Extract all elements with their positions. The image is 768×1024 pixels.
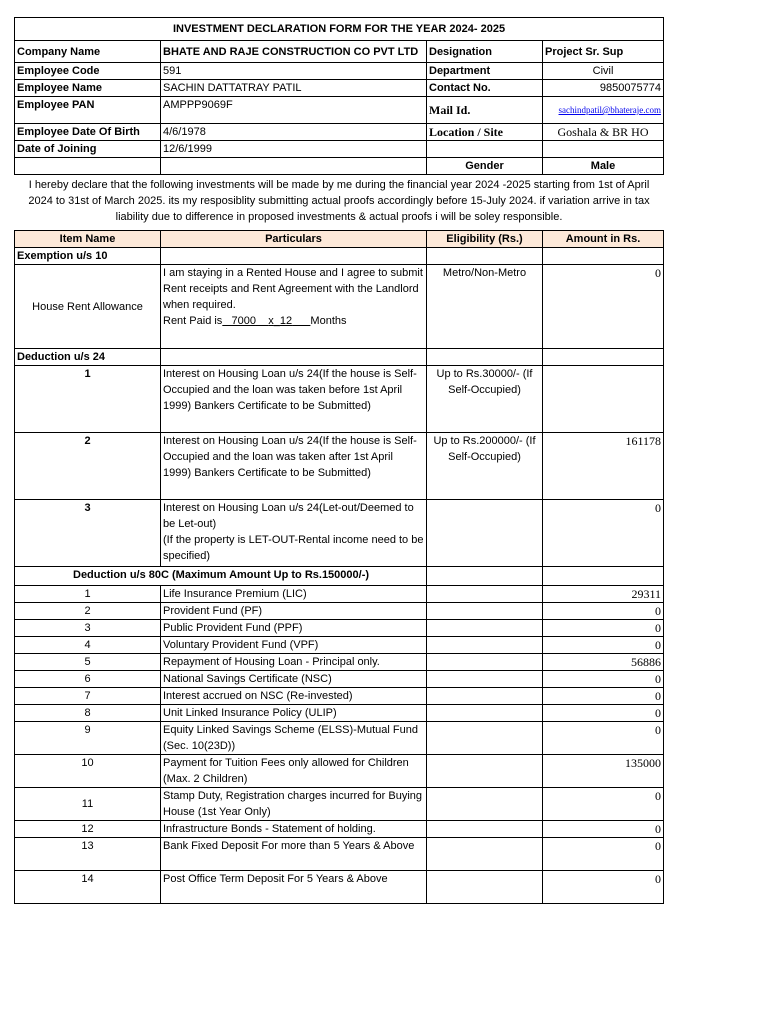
row-particulars: Post Office Term Deposit For 5 Years & Above [161, 871, 427, 904]
row-eligibility [427, 671, 543, 688]
form-title: INVESTMENT DECLARATION FORM FOR THE YEAR 2024- 2025 [15, 18, 664, 41]
row-amount[interactable]: 0 [543, 838, 664, 871]
row-particulars: Interest on Housing Loan u/s 24(If the house is Self-Occupied and the loan was taken after 1st April 1999) Bankers Certificate to be Submitted) [161, 433, 427, 500]
row-particulars: Voluntary Provident Fund (VPF) [161, 637, 427, 654]
empty-cell [427, 349, 543, 366]
column-header-eligibility: Eligibility (Rs.) [427, 231, 543, 248]
gender-label: Gender [427, 158, 543, 175]
table-row [15, 788, 664, 821]
hra-eligibility: Metro/Non-Metro [427, 265, 543, 349]
rent-prefix: Rent Paid is [163, 315, 223, 327]
row-eligibility [427, 871, 543, 904]
section-heading-80c: Deduction u/s 80C (Maximum Amount Up to Rs.150000/-) [15, 567, 427, 586]
row-amount[interactable]: 0 [543, 500, 664, 567]
doj-label: Date of Joining [15, 141, 161, 158]
rent-months-count[interactable]: _12 [273, 315, 293, 327]
row-particulars: Interest on Housing Loan u/s 24(If the house is Self-Occupied and the loan was taken before 1st April 1999) Bankers Certificate to be Submitted) [161, 366, 427, 433]
row-number: 9 [15, 722, 161, 755]
gender-value[interactable]: Male [543, 158, 664, 175]
hra-particulars [161, 265, 427, 349]
hra-particulars-text: I am staying in a Rented House and I agree to submit Rent receipts and Rent Agreement with the Landlord when required. [163, 267, 423, 311]
row-eligibility: Up to Rs.30000/- (If Self-Occupied) [427, 366, 543, 433]
row-particulars: Payment for Tuition Fees only allowed for Children (Max. 2 Children) [161, 755, 427, 788]
row-amount[interactable]: 0 [543, 671, 664, 688]
empty-cell [161, 248, 427, 265]
table-row [15, 838, 664, 871]
row-number: 6 [15, 671, 161, 688]
row-eligibility [427, 586, 543, 603]
row-particulars: Equity Linked Savings Scheme (ELSS)-Mutual Fund (Sec. 10(23D)) [161, 722, 427, 755]
table-row [15, 586, 664, 603]
row-amount[interactable]: 0 [543, 871, 664, 904]
table-row [15, 603, 664, 620]
table-row [15, 671, 664, 688]
row-eligibility [427, 722, 543, 755]
row-particulars: Interest accrued on NSC (Re-invested) [161, 688, 427, 705]
rent-paid-line [163, 313, 424, 329]
row-number: 8 [15, 705, 161, 722]
mail-label: Mail Id. [427, 97, 543, 124]
row-number: 5 [15, 654, 161, 671]
section-heading-24: Deduction u/s 24 [15, 349, 161, 366]
row-particulars: Repayment of Housing Loan - Principal only. [161, 654, 427, 671]
rent-suffix: Months [310, 315, 347, 327]
pan-label: Employee PAN [15, 97, 161, 124]
row-particulars: Infrastructure Bonds - Statement of holding. [161, 821, 427, 838]
row-number: 4 [15, 637, 161, 654]
table-row [15, 705, 664, 722]
row-number: 11 [15, 788, 161, 821]
empty-cell [161, 158, 427, 175]
row-eligibility: Up to Rs.200000/- (If Self-Occupied) [427, 433, 543, 500]
contact-label: Contact No. [427, 80, 543, 97]
row-number: 1 [15, 366, 161, 433]
row-particulars [161, 500, 427, 567]
row-amount[interactable]: 0 [543, 637, 664, 654]
row-amount[interactable]: 0 [543, 788, 664, 821]
section-80c-rows [15, 586, 664, 904]
location-value[interactable]: Goshala & BR HO [543, 124, 664, 141]
row-amount[interactable]: 29311 [543, 586, 664, 603]
employee-name-label: Employee Name [15, 80, 161, 97]
table-row [15, 500, 664, 567]
row-particulars-note: (If the property is LET-OUT-Rental income need to be specified) [163, 534, 424, 562]
table-row [15, 755, 664, 788]
hra-amount[interactable]: 0 [543, 265, 664, 349]
table-row [15, 722, 664, 755]
department-label: Department [427, 63, 543, 80]
row-number: 3 [15, 620, 161, 637]
rent-multiplier: x [268, 315, 274, 327]
row-particulars: Unit Linked Insurance Policy (ULIP) [161, 705, 427, 722]
employee-code-label: Employee Code [15, 63, 161, 80]
row-number: 12 [15, 821, 161, 838]
row-particulars: Provident Fund (PF) [161, 603, 427, 620]
empty-cell [427, 141, 543, 158]
row-eligibility [427, 620, 543, 637]
row-particulars: Bank Fixed Deposit For more than 5 Years & Above [161, 838, 427, 871]
pan-value[interactable]: AMPPP9069F [161, 97, 427, 124]
row-eligibility [427, 788, 543, 821]
table-row [15, 821, 664, 838]
row-amount[interactable]: 0 [543, 620, 664, 637]
row-amount[interactable]: 135000 [543, 755, 664, 788]
section-heading-exemption: Exemption u/s 10 [15, 248, 161, 265]
row-amount[interactable]: 0 [543, 688, 664, 705]
designation-label: Designation [427, 41, 543, 63]
row-number: 2 [15, 603, 161, 620]
table-row [15, 620, 664, 637]
mail-link[interactable]: sachindpatil@bhateraje.com [558, 105, 662, 115]
table-row [15, 688, 664, 705]
row-number: 7 [15, 688, 161, 705]
row-number: 2 [15, 433, 161, 500]
table-row [15, 654, 664, 671]
row-eligibility [427, 637, 543, 654]
table-row [15, 366, 664, 433]
row-amount[interactable]: 0 [543, 603, 664, 620]
row-eligibility [427, 821, 543, 838]
row-particulars: Life Insurance Premium (LIC) [161, 586, 427, 603]
contact-value[interactable]: 9850075774 [543, 80, 664, 97]
dob-label: Employee Date Of Birth [15, 124, 161, 141]
row-eligibility [427, 603, 543, 620]
row-eligibility [427, 755, 543, 788]
employee-code-value[interactable]: 591 [161, 63, 427, 80]
row-number: 3 [15, 500, 161, 567]
row-number: 14 [15, 871, 161, 904]
dob-value[interactable]: 4/6/1978 [161, 124, 427, 141]
table-row [15, 871, 664, 904]
investment-declaration-table [14, 17, 664, 904]
row-amount[interactable]: 56886 [543, 654, 664, 671]
empty-cell [543, 567, 664, 586]
empty-cell [427, 248, 543, 265]
row-number: 10 [15, 755, 161, 788]
empty-cell [543, 141, 664, 158]
row-eligibility [427, 654, 543, 671]
column-header-item: Item Name [15, 231, 161, 248]
department-value[interactable]: Civil [543, 63, 664, 80]
row-particulars: Stamp Duty, Registration charges incurred for Buying House (1st Year Only) [161, 788, 427, 821]
row-eligibility [427, 705, 543, 722]
empty-cell [543, 349, 664, 366]
row-amount[interactable]: 0 [543, 722, 664, 755]
row-particulars-text: Interest on Housing Loan u/s 24(Let-out/Deemed to be Let-out) [163, 502, 414, 530]
table-row [15, 433, 664, 500]
row-number: 13 [15, 838, 161, 871]
employee-name-value[interactable]: SACHIN DATTATRAY PATIL [161, 80, 427, 97]
row-eligibility [427, 500, 543, 567]
designation-value[interactable]: Project Sr. Sup [543, 41, 664, 63]
row-amount[interactable]: 0 [543, 821, 664, 838]
table-row [15, 637, 664, 654]
declaration-text: I hereby declare that the following investments will be made by me during the financial year 2024 -2025 starting from 1st of April 2024 to 31st of March 2025. its my resposiblity submitting actual proofs accordingly before 15-July 2024. if variation arrive in tax liability due to difference in proposed investments & actual proofs i will be soley responsible. [15, 175, 664, 231]
rent-amount[interactable]: 7000 [231, 315, 256, 327]
row-number: 1 [15, 586, 161, 603]
row-amount[interactable]: 161178 [543, 433, 664, 500]
company-value[interactable]: BHATE AND RAJE CONSTRUCTION CO PVT LTD [161, 41, 427, 63]
empty-cell [161, 349, 427, 366]
row-particulars: National Savings Certificate (NSC) [161, 671, 427, 688]
empty-cell [427, 567, 543, 586]
empty-cell [15, 158, 161, 175]
column-header-amount: Amount in Rs. [543, 231, 664, 248]
hra-item: House Rent Allowance [15, 265, 161, 349]
row-eligibility [427, 838, 543, 871]
doj-value[interactable]: 12/6/1999 [161, 141, 427, 158]
location-label: Location / Site [427, 124, 543, 141]
column-header-particulars: Particulars [161, 231, 427, 248]
row-eligibility [427, 688, 543, 705]
company-label: Company Name [15, 41, 161, 63]
row-amount[interactable] [543, 366, 664, 433]
row-particulars: Public Provident Fund (PPF) [161, 620, 427, 637]
row-amount[interactable]: 0 [543, 705, 664, 722]
empty-cell [543, 248, 664, 265]
